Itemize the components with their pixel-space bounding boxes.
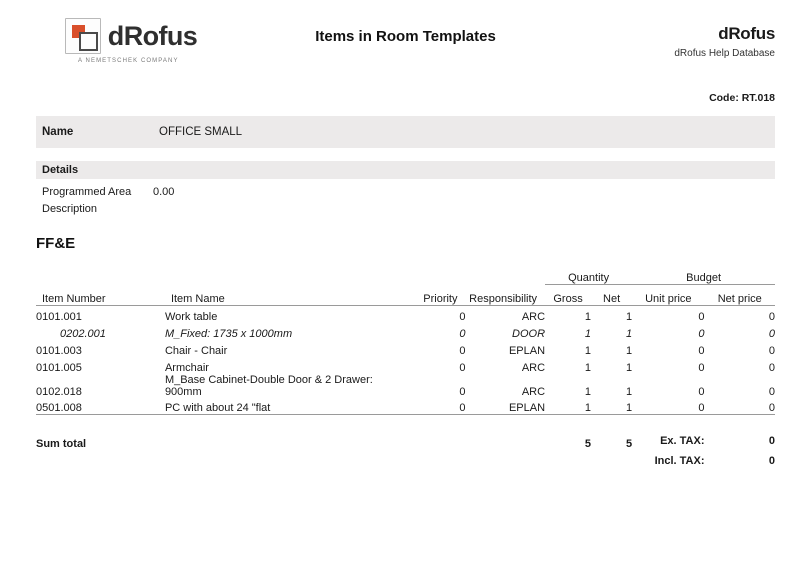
cell-item-name: Chair - Chair bbox=[164, 344, 228, 357]
brand-name: dRofus bbox=[718, 24, 775, 43]
detail-row bbox=[36, 200, 775, 217]
cell-item-name: M_Fixed: 1735 x 1000mm bbox=[164, 327, 293, 340]
ffe-group-header-row bbox=[36, 266, 775, 285]
database-name: dRofus Help Database bbox=[674, 48, 775, 59]
cell-priority: 0 bbox=[459, 327, 466, 340]
name-label: Name bbox=[42, 126, 74, 138]
cell-gross: 1 bbox=[584, 344, 592, 357]
incl-tax-spacer-6 bbox=[591, 450, 632, 467]
cell-net-price: 0 bbox=[768, 385, 775, 398]
cell-responsibility: ARC bbox=[521, 310, 546, 323]
cell-responsibility: EPLAN bbox=[508, 402, 546, 414]
incl-tax-spacer-3 bbox=[409, 450, 465, 467]
code-label: Code: RT.018 bbox=[709, 92, 775, 104]
summary-responsibility-blank bbox=[466, 432, 546, 450]
cell-priority: 0 bbox=[459, 385, 466, 398]
details-rows bbox=[36, 183, 775, 217]
cell-unit-price: 0 bbox=[698, 344, 705, 357]
cell-item-number: 0101.005 bbox=[36, 361, 82, 374]
cell-item-number: 0501.008 bbox=[36, 402, 82, 414]
page-title: Items in Room Templates bbox=[315, 28, 496, 45]
incl-tax-spacer-2 bbox=[165, 450, 409, 467]
cell-responsibility: DOOR bbox=[512, 327, 546, 340]
summary-priority-blank bbox=[409, 432, 465, 450]
summary-gross: 5 bbox=[584, 437, 592, 450]
incl-tax-spacer-4 bbox=[466, 450, 546, 467]
drofus-logo bbox=[36, 18, 226, 64]
summary-net: 5 bbox=[626, 437, 633, 450]
group-header-quantity: Quantity bbox=[545, 266, 632, 285]
column-header-item-number: Item Number bbox=[36, 285, 165, 306]
ffe-table-head bbox=[36, 266, 775, 306]
name-band bbox=[36, 116, 775, 148]
cell-responsibility: ARC bbox=[521, 361, 546, 374]
table-row bbox=[36, 306, 775, 323]
incl-tax-label: Incl. TAX: bbox=[654, 454, 705, 467]
cell-unit-price: 0 bbox=[698, 310, 705, 323]
cell-item-name: PC with about 24 "flat bbox=[164, 402, 271, 414]
cell-priority: 0 bbox=[459, 344, 466, 357]
document-header bbox=[36, 0, 775, 74]
cell-net: 1 bbox=[626, 385, 633, 398]
detail-row bbox=[36, 183, 775, 200]
ffe-section-title: FF&E bbox=[36, 235, 76, 252]
logo-tagline: A NEMETSCHEK COMPANY bbox=[78, 58, 179, 64]
cell-net: 1 bbox=[626, 310, 633, 323]
column-header-gross: Gross bbox=[545, 285, 591, 306]
incl-tax-row bbox=[36, 450, 775, 467]
cell-net: 1 bbox=[626, 327, 633, 340]
cell-item-name: M_Base Cabinet-Double Door & 2 Drawer: 900mm bbox=[164, 373, 373, 398]
name-value: OFFICE SMALL bbox=[159, 126, 243, 138]
cell-responsibility: EPLAN bbox=[508, 344, 546, 357]
cell-net-price: 0 bbox=[768, 361, 775, 374]
header-right-block bbox=[585, 18, 775, 59]
cell-net-price: 0 bbox=[768, 327, 775, 340]
table-row bbox=[36, 357, 775, 374]
column-header-priority: Priority bbox=[409, 285, 465, 306]
cell-unit-price: 0 bbox=[698, 402, 705, 414]
cell-net-price: 0 bbox=[768, 344, 775, 357]
cell-item-name: Work table bbox=[164, 310, 218, 323]
cell-priority: 0 bbox=[459, 361, 466, 374]
cell-net-price: 0 bbox=[768, 402, 775, 414]
ex-tax-value: 0 bbox=[768, 434, 775, 447]
table-row bbox=[36, 340, 775, 357]
cell-net: 1 bbox=[626, 361, 633, 374]
cell-unit-price: 0 bbox=[698, 385, 705, 398]
incl-tax-spacer-5 bbox=[545, 450, 591, 467]
cell-unit-price: 0 bbox=[698, 327, 705, 340]
ffe-column-header-row bbox=[36, 285, 775, 306]
incl-tax-spacer-1 bbox=[36, 450, 165, 467]
incl-tax-value: 0 bbox=[768, 454, 775, 467]
summary-row bbox=[36, 432, 775, 450]
cell-item-number: 0101.001 bbox=[36, 310, 82, 323]
table-row bbox=[36, 398, 775, 415]
column-header-net-price: Net price bbox=[705, 285, 776, 306]
cell-net: 1 bbox=[626, 402, 633, 414]
column-header-unit-price: Unit price bbox=[632, 285, 704, 306]
drofus-logo-icon bbox=[65, 18, 101, 54]
summary-separator bbox=[36, 415, 775, 432]
column-header-responsibility: Responsibility bbox=[466, 285, 546, 306]
table-row bbox=[36, 323, 775, 340]
cell-responsibility: ARC bbox=[521, 385, 546, 398]
cell-item-number: 0102.018 bbox=[36, 385, 82, 398]
logo-wordmark: dRofus bbox=[107, 20, 198, 51]
column-header-item-name: Item Name bbox=[165, 285, 409, 306]
logo-row bbox=[65, 18, 197, 54]
cell-gross: 1 bbox=[584, 361, 592, 374]
cell-net-price: 0 bbox=[768, 310, 775, 323]
details-heading: Details bbox=[36, 161, 775, 179]
group-spacer bbox=[36, 266, 545, 285]
cell-priority: 0 bbox=[459, 310, 466, 323]
cell-item-name: Armchair bbox=[164, 361, 209, 374]
cell-unit-price: 0 bbox=[698, 361, 705, 374]
cell-gross: 1 bbox=[584, 385, 592, 398]
cell-net: 1 bbox=[626, 344, 633, 357]
summary-spacer bbox=[165, 432, 409, 450]
ex-tax-label: Ex. TAX: bbox=[660, 434, 705, 447]
ffe-table-body bbox=[36, 306, 775, 467]
column-header-net: Net bbox=[591, 285, 632, 306]
detail-key: Programmed Area bbox=[42, 185, 132, 198]
ffe-table bbox=[36, 266, 775, 467]
group-header-budget: Budget bbox=[632, 266, 775, 285]
cell-priority: 0 bbox=[459, 402, 466, 414]
detail-key: Description bbox=[42, 202, 98, 215]
cell-gross: 1 bbox=[584, 310, 592, 323]
summary-label: Sum total bbox=[36, 437, 87, 450]
cell-gross: 1 bbox=[584, 402, 592, 414]
cell-item-number: 0202.001 bbox=[60, 327, 106, 340]
detail-value: 0.00 bbox=[153, 185, 175, 198]
cell-item-number: 0101.003 bbox=[36, 344, 82, 357]
cell-gross: 1 bbox=[584, 327, 592, 340]
separator-line bbox=[36, 415, 775, 432]
table-row bbox=[36, 374, 775, 398]
